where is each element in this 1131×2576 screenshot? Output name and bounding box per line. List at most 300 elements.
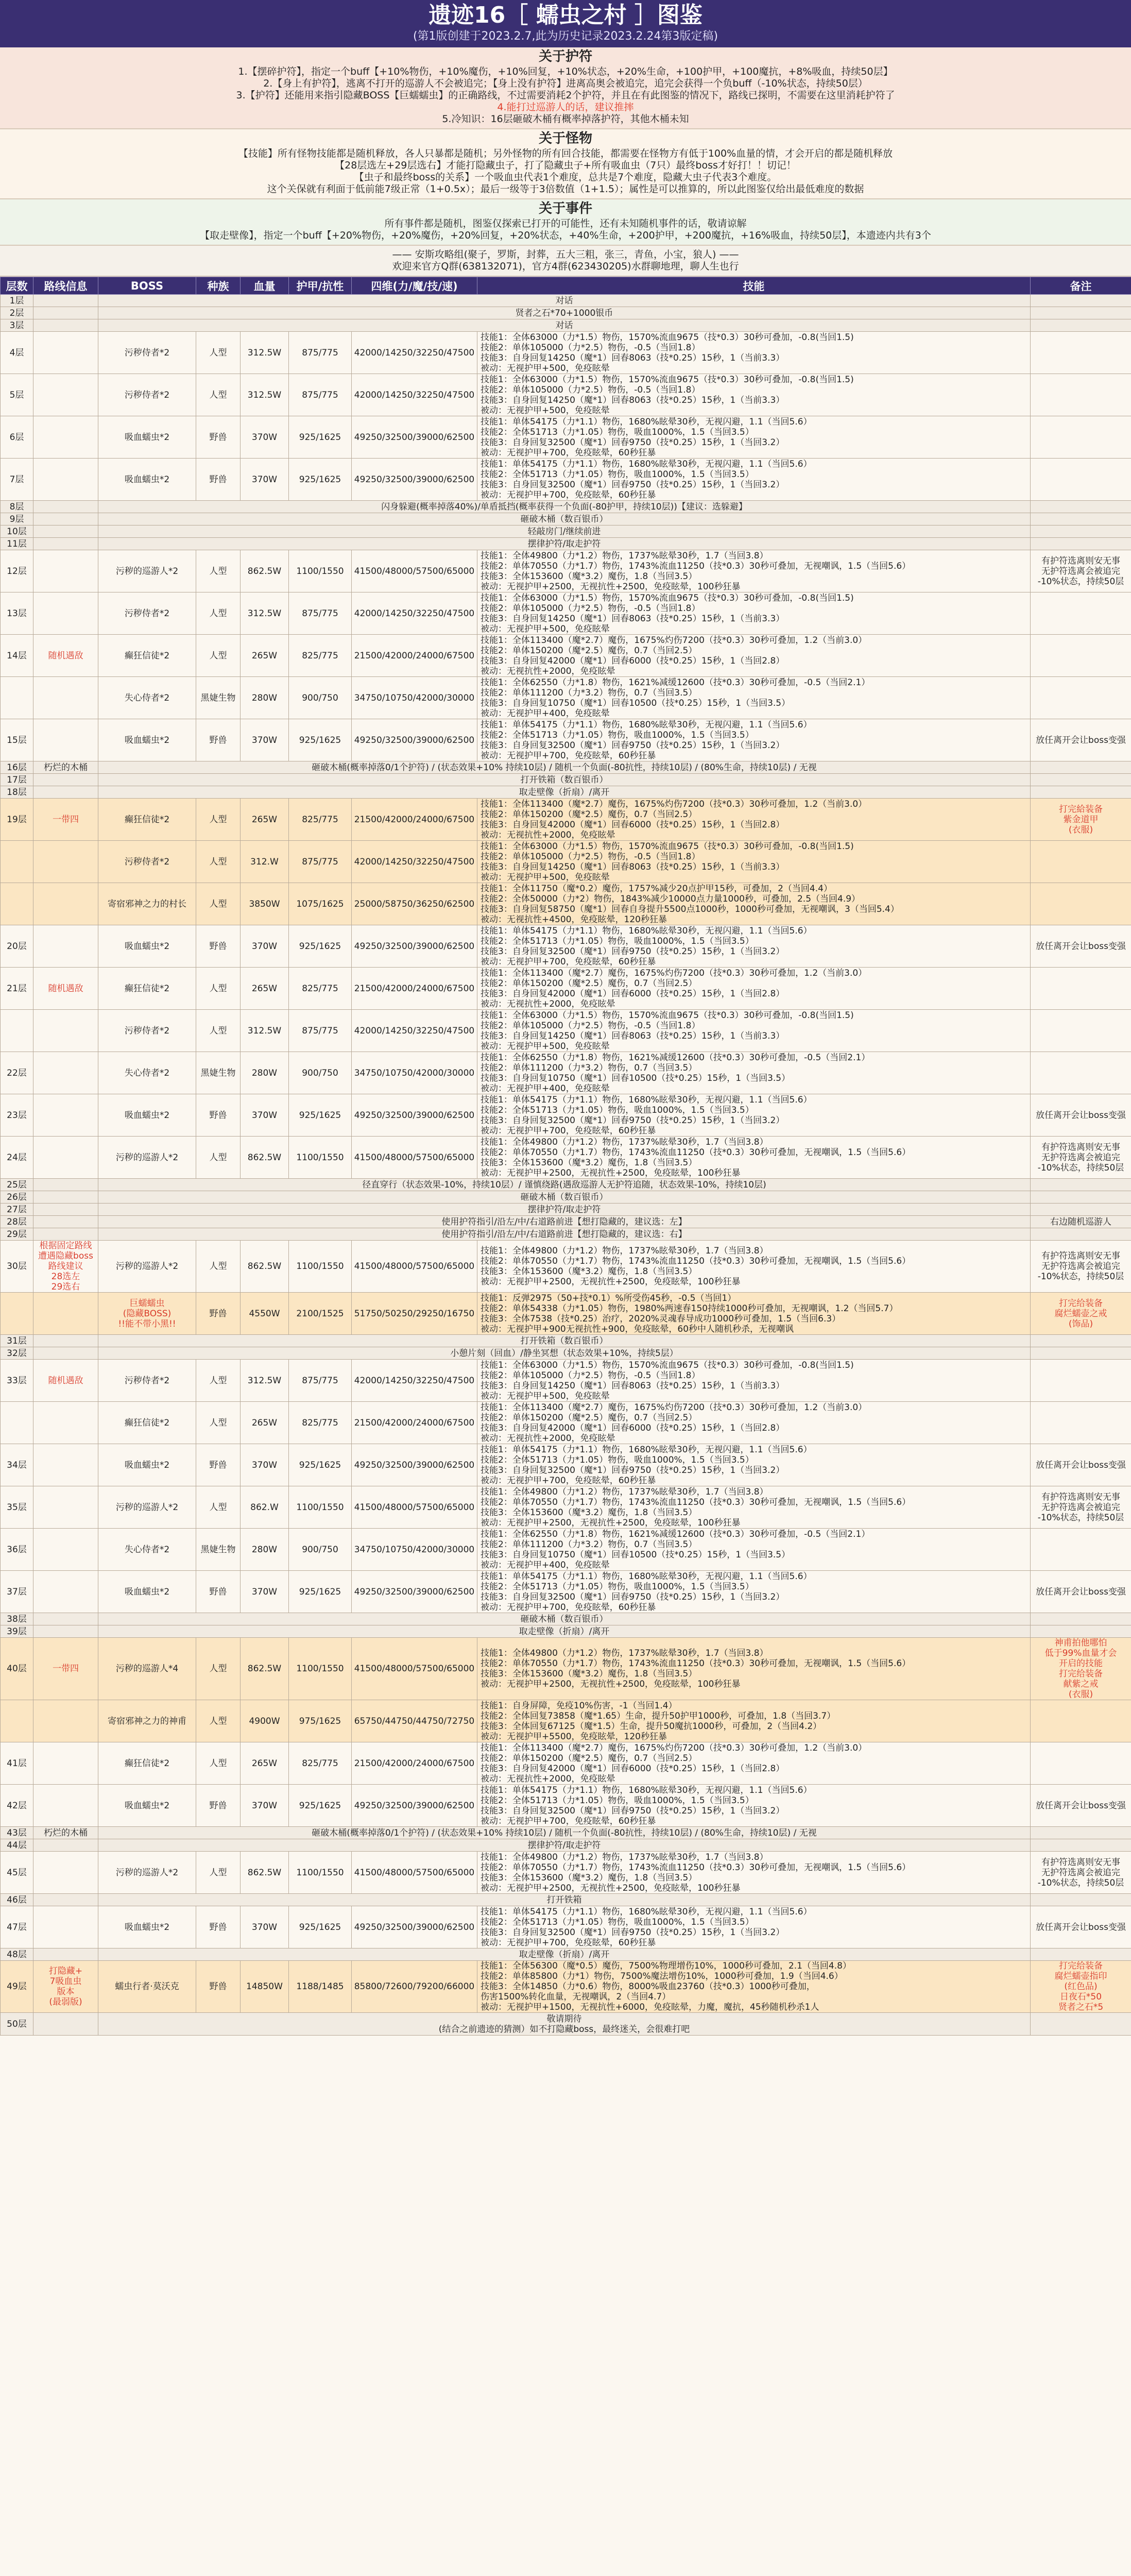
- note-cell: [1031, 1402, 1131, 1444]
- stats-cell: 34750/10750/42000/30000: [352, 1529, 477, 1571]
- armor-cell: 875/775: [289, 841, 352, 883]
- event-cell: 对话: [98, 319, 1031, 332]
- hp-cell: 4550W: [241, 1293, 289, 1335]
- route-cell: [33, 1402, 98, 1444]
- route-cell: [33, 1094, 98, 1137]
- floor-cell: 17层: [1, 774, 33, 786]
- note-cell: [1031, 786, 1131, 799]
- hp-cell: 312.5W: [241, 332, 289, 374]
- info-section: [0, 246, 1131, 277]
- event-row: [1, 1191, 1131, 1204]
- event-cell: 砸破木桶（数百银币）: [98, 1613, 1031, 1625]
- boss-cell: 污秽的巡游人*4: [98, 1638, 196, 1700]
- stats-cell: 49250/32500/39000/62500: [352, 719, 477, 761]
- floor-cell: 29层: [1, 1228, 33, 1241]
- column-header: BOSS: [98, 277, 196, 295]
- note-cell: 放任离开会让boss变强: [1031, 1444, 1131, 1486]
- floor-cell: 49层: [1, 1961, 33, 2013]
- floor-cell: 1层: [1, 295, 33, 307]
- note-cell: [1031, 761, 1131, 774]
- event-cell: 对话: [98, 295, 1031, 307]
- monster-row: [1, 332, 1131, 374]
- section-heading: 关于事件: [538, 201, 592, 216]
- event-row: [1, 1625, 1131, 1638]
- skill-cell: 技能1：全体113400（魔*2.7）魔伤，1675%灼伤7200（技*0.3）30秒可叠加，1.2（当前3.0） 技能2：单体150200（魔*2.5）魔伤，0.7（当回2.5） 技能3：自身回复42000（魔*1）回春6000（技*0.25）15秒，1（当回2.8） 被动：无视抗性+2000，免疫眩晕: [477, 1742, 1031, 1785]
- stats-cell: 34750/10750/42000/30000: [352, 1052, 477, 1094]
- stats-cell: 42000/14250/32250/47500: [352, 1360, 477, 1402]
- page-title: 遗迹16［ 蠕虫之村 ］图鉴: [429, 2, 702, 28]
- page-header: [0, 0, 1131, 47]
- boss-cell: 癫狂信徒*2: [98, 1402, 196, 1444]
- boss-cell: 吸血蠕虫*2: [98, 1906, 196, 1948]
- armor-cell: 1100/1550: [289, 1852, 352, 1894]
- armor-cell: 925/1625: [289, 1571, 352, 1613]
- floor-cell: 7层: [1, 459, 33, 501]
- route-cell: [33, 513, 98, 526]
- floor-cell: [1, 1402, 33, 1444]
- race-cell: 人型: [196, 968, 241, 1010]
- note-cell: 放任离开会让boss变强: [1031, 925, 1131, 968]
- floor-cell: 30层: [1, 1241, 33, 1293]
- hp-cell: 4900W: [241, 1700, 289, 1742]
- section-line: 欢迎来官方Q群(638132071)，官方4群(623430205)水群聊地理，聊人生也行: [392, 261, 739, 272]
- note-cell: [1031, 1360, 1131, 1402]
- skill-cell: 技能1：单体54175（力*1.1）物伤，1680%眩晕30秒，无视闪避，1.1（当回5.6） 技能2：全体51713（力*1.05）物伤，吸血1000%，1.5（当回3.5） 技能3：自身回复32500（魔*1）回春9750（技*0.25）15秒，1（当回3.2） 被动：无视护甲+700，免疫眩晕，60秒狂暴: [477, 1785, 1031, 1827]
- armor-cell: 925/1625: [289, 459, 352, 501]
- skill-cell: 技能1：单体54175（力*1.1）物伤，1680%眩晕30秒，无视闪避，1.1（当回5.6） 技能2：全体51713（力*1.05）物伤，吸血1000%，1.5（当回3.5） 技能3：自身回复32500（魔*1）回春9750（技*0.25）15秒，1（当回3.2） 被动：无视护甲+700，免疫眩晕，60秒狂暴: [477, 719, 1031, 761]
- stats-cell: 25000/58750/36250/62500: [352, 883, 477, 925]
- boss-cell: 癫狂信徒*2: [98, 1742, 196, 1785]
- event-row: [1, 319, 1131, 332]
- boss-cell: 污秽的巡游人*2: [98, 1241, 196, 1293]
- note-cell: [1031, 526, 1131, 538]
- note-cell: [1031, 677, 1131, 719]
- route-cell: [33, 1228, 98, 1241]
- stats-cell: 65750/44750/44750/72750: [352, 1700, 477, 1742]
- note-cell: [1031, 459, 1131, 501]
- boss-cell: 吸血蠕虫*2: [98, 459, 196, 501]
- event-row: [1, 538, 1131, 550]
- event-cell: 取走壁像（折扇）/离开: [98, 1625, 1031, 1638]
- page-subtitle: (第1版创建于2023.2.7,此为历史记录2023.2.24第3版定稿): [413, 30, 718, 43]
- stats-cell: 51750/50250/29250/16750: [352, 1293, 477, 1335]
- race-cell: 野兽: [196, 1094, 241, 1137]
- race-cell: 野兽: [196, 719, 241, 761]
- route-cell: 一带四: [33, 1638, 98, 1700]
- note-cell: [1031, 1529, 1131, 1571]
- route-cell: [33, 1529, 98, 1571]
- event-row: [1, 526, 1131, 538]
- stats-cell: 85800/72600/79200/66000: [352, 1961, 477, 2013]
- note-cell: [1031, 841, 1131, 883]
- floor-cell: 10层: [1, 526, 33, 538]
- floor-cell: 2层: [1, 307, 33, 319]
- hp-cell: 312.W: [241, 841, 289, 883]
- event-row: [1, 307, 1131, 319]
- monster-row: [1, 1137, 1131, 1179]
- skill-cell: 技能1：单体54175（力*1.1）物伤，1680%眩晕30秒，无视闪避，1.1（当回5.6） 技能2：全体51713（力*1.05）物伤，吸血1000%，1.5（当回3.5） 技能3：自身回复32500（魔*1）回春9750（技*0.25）15秒，1（当回3.2） 被动：无视护甲+700，免疫眩晕，60秒狂暴: [477, 416, 1031, 459]
- floor-cell: 11层: [1, 538, 33, 550]
- floor-cell: 14层: [1, 635, 33, 677]
- armor-cell: 925/1625: [289, 416, 352, 459]
- route-cell: [33, 1204, 98, 1216]
- route-cell: [33, 1137, 98, 1179]
- note-cell: [1031, 1010, 1131, 1052]
- route-cell: [33, 1216, 98, 1228]
- skill-cell: 技能1：全体62550（力*1.8）物伤，1621%减缓12600（技*0.3）30秒可叠加，-0.5（当回2.1） 技能2：单体111200（力*3.2）物伤，0.7（当回3.5） 技能3：自身回复10750（魔*1）回春10500（技*0.25）15秒，1（当回3.5） 被动：无视护甲+400，免疫眩晕: [477, 677, 1031, 719]
- event-cell: 径直穿行（状态效果-10%，持续10层）/ 谨慎绕路(遇敌巡游人无护符追随，状态效果-10%，持续10层): [98, 1179, 1031, 1191]
- monster-row: [1, 1571, 1131, 1613]
- route-cell: 随机遇敌: [33, 968, 98, 1010]
- race-cell: 人型: [196, 1638, 241, 1700]
- route-cell: [33, 786, 98, 799]
- note-cell: [1031, 883, 1131, 925]
- note-cell: 有护符选离则安无事 无护符选离会被追完 -10%状态，持续50层: [1031, 1241, 1131, 1293]
- hp-cell: 370W: [241, 1785, 289, 1827]
- stats-cell: 49250/32500/39000/62500: [352, 1444, 477, 1486]
- monster-row: [1, 1486, 1131, 1529]
- floor-cell: 9层: [1, 513, 33, 526]
- floor-cell: 37层: [1, 1571, 33, 1613]
- boss-cell: 失心侍者*2: [98, 1052, 196, 1094]
- floor-cell: 36层: [1, 1529, 33, 1571]
- skill-cell: 技能1：全体63000（力*1.5）物伤，1570%流血9675（技*0.3）30秒可叠加，-0.8(当回1.5) 技能2：单体105000（力*2.5）物伤，-0.5（当回1.8） 技能3：自身回复14250（魔*1）回春8063（技*0.25）15秒，1（当前3.3） 被动：无视护甲+500，免疫眩晕: [477, 374, 1031, 416]
- hp-cell: 862.5W: [241, 1638, 289, 1700]
- hp-cell: 862.5W: [241, 1852, 289, 1894]
- hp-cell: 370W: [241, 719, 289, 761]
- event-row: [1, 1827, 1131, 1839]
- event-cell: 使用护符指引/沿左/中/右道路前进【想打隐藏的，建议选：右】: [98, 1228, 1031, 1241]
- route-cell: [33, 538, 98, 550]
- armor-cell: 875/775: [289, 374, 352, 416]
- hp-cell: 280W: [241, 677, 289, 719]
- floor-cell: 47层: [1, 1906, 33, 1948]
- armor-cell: 1100/1550: [289, 1137, 352, 1179]
- floor-cell: 13层: [1, 592, 33, 635]
- event-cell: 摆律护符/取走护符: [98, 1204, 1031, 1216]
- stats-cell: 42000/14250/32250/47500: [352, 332, 477, 374]
- floor-cell: 21层: [1, 968, 33, 1010]
- event-row: [1, 1179, 1131, 1191]
- note-cell: [1031, 1191, 1131, 1204]
- note-cell: [1031, 2013, 1131, 2036]
- armor-cell: 1188/1485: [289, 1961, 352, 2013]
- hp-cell: 312.5W: [241, 1360, 289, 1402]
- armor-cell: 2100/1525: [289, 1293, 352, 1335]
- section-line: 【取走壁像】，指定一个buff【+20%物伤，+20%魔伤，+20%回复，+20%状态，+40%生命，+200护甲，+200魔抗，+16%吸血，持续50层】，本遗迹内共有3个: [200, 230, 931, 241]
- race-cell: 黑婕生物: [196, 677, 241, 719]
- monster-row: [1, 592, 1131, 635]
- hp-cell: 3850W: [241, 883, 289, 925]
- route-cell: [33, 677, 98, 719]
- floor-cell: 41层: [1, 1742, 33, 1785]
- skill-cell: 技能1：全体49800（力*1.2）物伤，1737%眩晕30秒，1.7（当回3.8） 技能2：单体70550（力*1.7）物伤，1743%流血11250（技*0.3）30秒可叠加，无视嘲讽，1.5（当回5.6） 技能3：全体153600（魔*3.2）魔伤，1.8（当回3.5） 被动：无视护甲+2500，无视抗性+2500，免疫眩晕，100秒狂暴: [477, 1638, 1031, 1700]
- armor-cell: 975/1625: [289, 1700, 352, 1742]
- note-cell: [1031, 1335, 1131, 1347]
- stats-cell: 49250/32500/39000/62500: [352, 1094, 477, 1137]
- stats-cell: 49250/32500/39000/62500: [352, 1571, 477, 1613]
- section-line: 3.【护符】还能用来指引隐藏BOSS【巨蠕蠕虫】的正确路线，不过需要消耗2个护符，并且在有此图鉴的情况下，路线已探明，不需要在这里消耗护符了: [236, 90, 895, 101]
- note-cell: [1031, 295, 1131, 307]
- event-row: [1, 761, 1131, 774]
- note-cell: [1031, 332, 1131, 374]
- route-cell: [33, 774, 98, 786]
- skill-cell: 技能1：单体54175（力*1.1）物伤，1680%眩晕30秒，无视闪避，1.1（当回5.6） 技能2：全体51713（力*1.05）物伤，吸血1000%，1.5（当回3.5） 技能3：自身回复32500（魔*1）回春9750（技*0.25）15秒，1（当回3.2） 被动：无视护甲+700，免疫眩晕，60秒狂暴: [477, 459, 1031, 501]
- floor-cell: 48层: [1, 1948, 33, 1961]
- route-cell: [33, 1486, 98, 1529]
- floor-cell: [1, 841, 33, 883]
- monster-row: [1, 1444, 1131, 1486]
- note-cell: [1031, 1228, 1131, 1241]
- race-cell: 野兽: [196, 1961, 241, 2013]
- armor-cell: 1075/1625: [289, 883, 352, 925]
- route-cell: [33, 1894, 98, 1906]
- boss-cell: 吸血蠕虫*2: [98, 416, 196, 459]
- event-cell: 闪身躲避(概率掉落40%)/单盾抵挡(概率获得一个负面(-80护甲，持续10层))【建议：选躲避】: [98, 501, 1031, 513]
- event-cell: 摆律护符/取走护符: [98, 538, 1031, 550]
- section-line: 【虫子和最终boss的关系】一个吸血虫代表1个难度，总共是7个难度，隐藏大虫子代表3个难度。: [354, 172, 777, 183]
- note-cell: [1031, 416, 1131, 459]
- route-cell: [33, 332, 98, 374]
- monster-row: [1, 416, 1131, 459]
- floor-cell: 5层: [1, 374, 33, 416]
- floor-cell: 33层: [1, 1360, 33, 1402]
- note-cell: [1031, 1894, 1131, 1906]
- armor-cell: 1100/1550: [289, 1638, 352, 1700]
- boss-cell: 污秽侍者*2: [98, 592, 196, 635]
- route-cell: [33, 1010, 98, 1052]
- armor-cell: 1100/1550: [289, 550, 352, 592]
- stats-cell: 42000/14250/32250/47500: [352, 592, 477, 635]
- boss-cell: 污秽的巡游人*2: [98, 550, 196, 592]
- event-cell: 砸破木桶(概率掉落0/1个护符) / (状态效果+10% 持续10层) / 随机一个负面(-80抗性，持续10层) / (80%生命，持续10层) / 无视: [98, 1827, 1031, 1839]
- route-cell: 朽烂的木桶: [33, 1827, 98, 1839]
- section-line: 2.【身上有护符】，逃离不打开的巡游人不会被追完；【身上没有护符】进离高奥会被追完，追完会获得一个负buff（-10%状态，持续50层）: [263, 78, 868, 89]
- monster-row: [1, 677, 1131, 719]
- route-cell: [33, 1839, 98, 1852]
- floor-cell: 34层: [1, 1444, 33, 1486]
- monster-row: [1, 550, 1131, 592]
- route-cell: [33, 1191, 98, 1204]
- section-line: 所有事件都是随机，图鉴仅探索已打开的可能性，还有未知随机事件的话，敬请谅解: [384, 218, 747, 229]
- floor-cell: 18层: [1, 786, 33, 799]
- stats-cell: 21500/42000/24000/67500: [352, 1742, 477, 1785]
- column-header: 种族: [196, 277, 241, 295]
- route-cell: 随机遇敌: [33, 635, 98, 677]
- note-cell: 放任离开会让boss变强: [1031, 1571, 1131, 1613]
- floor-table: [0, 277, 1131, 2036]
- stats-cell: 21500/42000/24000/67500: [352, 635, 477, 677]
- boss-cell: 污秽的巡游人*2: [98, 1486, 196, 1529]
- column-header: 备注: [1031, 277, 1131, 295]
- note-cell: [1031, 501, 1131, 513]
- event-row: [1, 786, 1131, 799]
- race-cell: 野兽: [196, 1444, 241, 1486]
- skill-cell: 技能1：全体63000（力*1.5）物伤，1570%流血9675（技*0.3）30秒可叠加，-0.8(当回1.5) 技能2：单体105000（力*2.5）物伤，-0.5（当回1.8） 技能3：自身回复14250（魔*1）回春8063（技*0.25）15秒，1（当前3.3） 被动：无视护甲+500，免疫眩晕: [477, 841, 1031, 883]
- table-header-row: [1, 277, 1131, 295]
- event-row: [1, 1335, 1131, 1347]
- stats-cell: 49250/32500/39000/62500: [352, 925, 477, 968]
- monster-row: [1, 719, 1131, 761]
- event-row: [1, 1228, 1131, 1241]
- floor-cell: 38层: [1, 1613, 33, 1625]
- boss-cell: 污秽侍者*2: [98, 1010, 196, 1052]
- boss-cell: 吸血蠕虫*2: [98, 1571, 196, 1613]
- floor-cell: 40层: [1, 1638, 33, 1700]
- route-cell: [33, 374, 98, 416]
- monster-row: [1, 1906, 1131, 1948]
- note-cell: 打完给装备 腐烂蠕壶之戒 (饰品): [1031, 1293, 1131, 1335]
- route-cell: [33, 526, 98, 538]
- floor-cell: 35层: [1, 1486, 33, 1529]
- section-heading: 关于护符: [538, 49, 592, 64]
- event-row: [1, 295, 1131, 307]
- event-cell: 取走壁像（折扇）/离开: [98, 1948, 1031, 1961]
- hp-cell: 265W: [241, 1402, 289, 1444]
- stats-cell: 41500/48000/57500/65000: [352, 1638, 477, 1700]
- monster-row: [1, 374, 1131, 416]
- boss-cell: 吸血蠕虫*2: [98, 1094, 196, 1137]
- note-cell: 放任离开会让boss变强: [1031, 1906, 1131, 1948]
- note-cell: 右边随机巡游人: [1031, 1216, 1131, 1228]
- boss-cell: 寄宿邪神之力的村长: [98, 883, 196, 925]
- note-cell: [1031, 1827, 1131, 1839]
- route-cell: [33, 719, 98, 761]
- race-cell: 野兽: [196, 1906, 241, 1948]
- monster-row: [1, 883, 1131, 925]
- stats-cell: 41500/48000/57500/65000: [352, 1486, 477, 1529]
- race-cell: 人型: [196, 550, 241, 592]
- note-cell: [1031, 374, 1131, 416]
- boss-cell: 污秽侍者*2: [98, 374, 196, 416]
- note-cell: [1031, 307, 1131, 319]
- boss-cell: 寄宿邪神之力的神甫: [98, 1700, 196, 1742]
- floor-cell: 26层: [1, 1191, 33, 1204]
- stats-cell: 34750/10750/42000/30000: [352, 677, 477, 719]
- section-line: 【技能】所有怪物技能都是随机释放，各人只暴都是随机；另外怪物的所有回合技能，都需要在怪物方有低于100%血量的情，才会开启的都是随机释放: [238, 148, 893, 159]
- stats-cell: 42000/14250/32250/47500: [352, 1010, 477, 1052]
- route-cell: [33, 2013, 98, 2036]
- race-cell: 人型: [196, 799, 241, 841]
- armor-cell: 900/750: [289, 677, 352, 719]
- floor-cell: [1, 1010, 33, 1052]
- route-cell: [33, 1052, 98, 1094]
- event-cell: 砸破木桶(概率掉落0/1个护符) / (状态效果+10% 持续10层) / 随机一个负面(-80抗性，持续10层) / (80%生命，持续10层) / 无视: [98, 761, 1031, 774]
- armor-cell: 875/775: [289, 1010, 352, 1052]
- route-cell: 一带四: [33, 799, 98, 841]
- event-cell: 砸破木桶（数百银币）: [98, 513, 1031, 526]
- skill-cell: 技能1：全体56300（魔*0.5）魔伤，7500%物理增伤10%，1000秒可叠加，2.1（当回4.8） 技能2：单体85800（力*1）物伤，7500%魔法增伤10%，1000秒可叠加，1.9（当回4.6） 技能3：全体14850（力*0.6）物伤，8000%吸血23760（技*0.3）1000秒可叠加， 伤害1500%转化血量，无视嘲讽，2（当回4.7） 被动：无视护甲+1500，无视抗性+6000，免疫眩晕，力魔，魔抗，45秒随机秒杀1人: [477, 1961, 1031, 2013]
- monster-row: [1, 1402, 1131, 1444]
- event-row: [1, 774, 1131, 786]
- monster-row: [1, 1360, 1131, 1402]
- note-cell: [1031, 319, 1131, 332]
- route-cell: [33, 1335, 98, 1347]
- hp-cell: 280W: [241, 1052, 289, 1094]
- event-cell: 使用护符指引/沿左/中/右道路前进【想打隐藏的，建议选：左】: [98, 1216, 1031, 1228]
- route-cell: [33, 1700, 98, 1742]
- hp-cell: 862.5W: [241, 1241, 289, 1293]
- route-cell: [33, 459, 98, 501]
- route-cell: [33, 1444, 98, 1486]
- skill-cell: 技能1：全体49800（力*1.2）物伤，1737%眩晕30秒，1.7（当回3.8） 技能2：单体70550（力*1.7）物伤，1743%流血11250（技*0.3）30秒可叠加，无视嘲讽，1.5（当回5.6） 技能3：全体153600（魔*3.2）魔伤，1.8（当回3.5） 被动：无视护甲+2500，无视抗性+2500，免疫眩晕，100秒狂暴: [477, 1486, 1031, 1529]
- skill-cell: 技能1：全体113400（魔*2.7）魔伤，1675%灼伤7200（技*0.3）30秒可叠加，1.2（当前3.0） 技能2：单体150200（魔*2.5）魔伤，0.7（当回2.5） 技能3：自身回复42000（魔*1）回春6000（技*0.25）15秒，1（当回2.8） 被动：无视抗性+2000，免疫眩晕: [477, 635, 1031, 677]
- armor-cell: 825/775: [289, 968, 352, 1010]
- info-section: [0, 199, 1131, 246]
- info-section: [0, 47, 1131, 129]
- boss-cell: 吸血蠕虫*2: [98, 925, 196, 968]
- note-cell: [1031, 1179, 1131, 1191]
- stats-cell: 42000/14250/32250/47500: [352, 374, 477, 416]
- note-cell: [1031, 1052, 1131, 1094]
- monster-row: [1, 459, 1131, 501]
- note-cell: [1031, 1347, 1131, 1360]
- event-row: [1, 513, 1131, 526]
- event-row: [1, 1839, 1131, 1852]
- floor-cell: [1, 883, 33, 925]
- route-cell: 根据固定路线 遭遇隐藏boss 路线建议 28选左 29选右: [33, 1241, 98, 1293]
- floor-cell: 45层: [1, 1852, 33, 1894]
- info-sections: [0, 47, 1131, 277]
- hp-cell: 265W: [241, 1742, 289, 1785]
- column-header: 技能: [477, 277, 1031, 295]
- section-line: —— 安斯攻略组(聚子，罗斯，封葬，五大三粗，张三，青鱼，小宝，狼人) ——: [392, 249, 739, 260]
- route-cell: [33, 416, 98, 459]
- floor-cell: 39层: [1, 1625, 33, 1638]
- floor-cell: 31层: [1, 1335, 33, 1347]
- route-cell: 随机遇敌: [33, 1360, 98, 1402]
- floor-cell: 42层: [1, 1785, 33, 1827]
- event-row: [1, 1216, 1131, 1228]
- boss-cell: 污秽的巡游人*2: [98, 1137, 196, 1179]
- floor-cell: 22层: [1, 1052, 33, 1094]
- route-cell: [33, 1852, 98, 1894]
- floor-cell: [1, 1293, 33, 1335]
- armor-cell: 875/775: [289, 592, 352, 635]
- route-cell: [33, 295, 98, 307]
- route-cell: [33, 1293, 98, 1335]
- event-cell: 贤者之石*70+1000银币: [98, 307, 1031, 319]
- race-cell: 人型: [196, 1137, 241, 1179]
- note-cell: [1031, 1948, 1131, 1961]
- skill-cell: 技能1：全体49800（力*1.2）物伤，1737%眩晕30秒，1.7（当回3.8） 技能2：单体70550（力*1.7）物伤，1743%流血11250（技*0.3）30秒可叠加，无视嘲讽，1.5（当回5.6） 技能3：全体153600（魔*3.2）魔伤，1.8（当回3.5） 被动：无视护甲+2500，无视抗性+2500，免疫眩晕，100秒狂暴: [477, 1137, 1031, 1179]
- armor-cell: 875/775: [289, 332, 352, 374]
- note-cell: [1031, 1204, 1131, 1216]
- hp-cell: 312.5W: [241, 374, 289, 416]
- route-cell: [33, 883, 98, 925]
- armor-cell: 825/775: [289, 1402, 352, 1444]
- race-cell: 人型: [196, 1742, 241, 1785]
- route-cell: [33, 1571, 98, 1613]
- route-cell: [33, 841, 98, 883]
- monster-row: [1, 1529, 1131, 1571]
- race-cell: 人型: [196, 1402, 241, 1444]
- skill-cell: 技能1：单体54175（力*1.1）物伤，1680%眩晕30秒，无视闪避，1.1（当回5.6） 技能2：全体51713（力*1.05）物伤，吸血1000%，1.5（当回3.5） 技能3：自身回复32500（魔*1）回春9750（技*0.25）15秒，1（当回3.2） 被动：无视护甲+700，免疫眩晕，60秒狂暴: [477, 1571, 1031, 1613]
- note-cell: 放任离开会让boss变强: [1031, 1785, 1131, 1827]
- section-heading: 关于怪物: [538, 131, 592, 146]
- column-header: 护甲/抗性: [289, 277, 352, 295]
- boss-cell: 吸血蠕虫*2: [98, 719, 196, 761]
- hp-cell: 862.5W: [241, 1137, 289, 1179]
- armor-cell: 1100/1550: [289, 1241, 352, 1293]
- monster-row: [1, 1742, 1131, 1785]
- race-cell: 黑婕生物: [196, 1529, 241, 1571]
- armor-cell: 900/750: [289, 1052, 352, 1094]
- armor-cell: 825/775: [289, 635, 352, 677]
- event-cell: 打开铁箱（数百银币）: [98, 774, 1031, 786]
- skill-cell: 技能1：单体54175（力*1.1）物伤，1680%眩晕30秒，无视闪避，1.1（当回5.6） 技能2：全体51713（力*1.05）物伤，吸血1000%，1.5（当回3.5） 技能3：自身回复32500（魔*1）回春9750（技*0.25）15秒，1（当回3.2） 被动：无视护甲+700，免疫眩晕，60秒狂暴: [477, 1094, 1031, 1137]
- event-row: [1, 501, 1131, 513]
